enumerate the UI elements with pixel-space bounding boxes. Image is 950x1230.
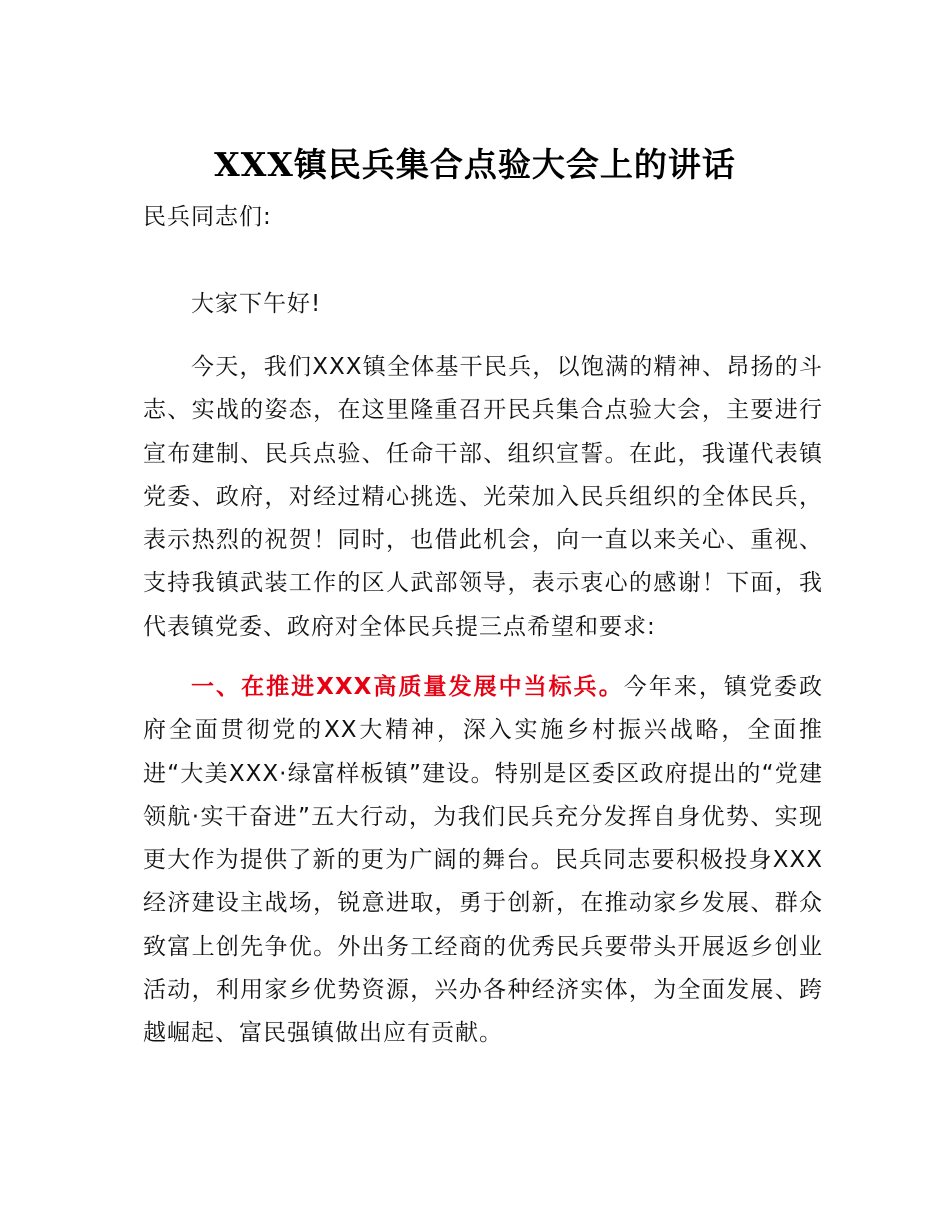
greeting: 大家下午好! <box>191 291 322 317</box>
section-1-text: 今年来，镇党委政府全面贯彻党的XX大精神，深入实施乡村振兴战略，全面推进“大美XXX·绿富样板镇”建设。特别是区委区政府提出的“党建领航·实干奋进”五大行动，为我们民兵充分发挥自身优势、实现更大作为提供了新的更为广阔的舞台。民兵同志要积极投身XXX经济建设主战场，锐意进取，勇于创新，在推动家乡发展、群众致富上创先争优。外出务工经商的优秀民兵要带头开展返乡创业活动，利用家乡优势资源，兴办各种经济实体，为全面发展、跨越崛起、富民强镇做出应有贡献。 <box>143 674 824 1047</box>
paragraph-section-1 <box>143 666 823 1056</box>
document-title: XXX镇民兵集合点验大会上的讲话 <box>214 145 736 184</box>
section-1-heading: 一、在推进XXX高质量发展中当标兵。 <box>191 674 624 700</box>
salutation: 民兵同志们: <box>143 204 272 230</box>
paragraph-intro: 今天，我们XXX镇全体基干民兵，以饱满的精神、昂扬的斗志、实战的姿态，在这里隆重召开民兵集合点验大会，主要进行宣布建制、民兵点验、任命干部、组织宣誓。在此，我谨代表镇党委、政府，对经过精心挑选、光荣加入民兵组织的全体民兵，表示热烈的祝贺！同时，也借此机会，向一直以来关心、重视、支持我镇武装工作的区人武部领导，表示衷心的感谢！下面，我代表镇党委、政府对全体民兵提三点希望和要求: <box>143 354 823 640</box>
